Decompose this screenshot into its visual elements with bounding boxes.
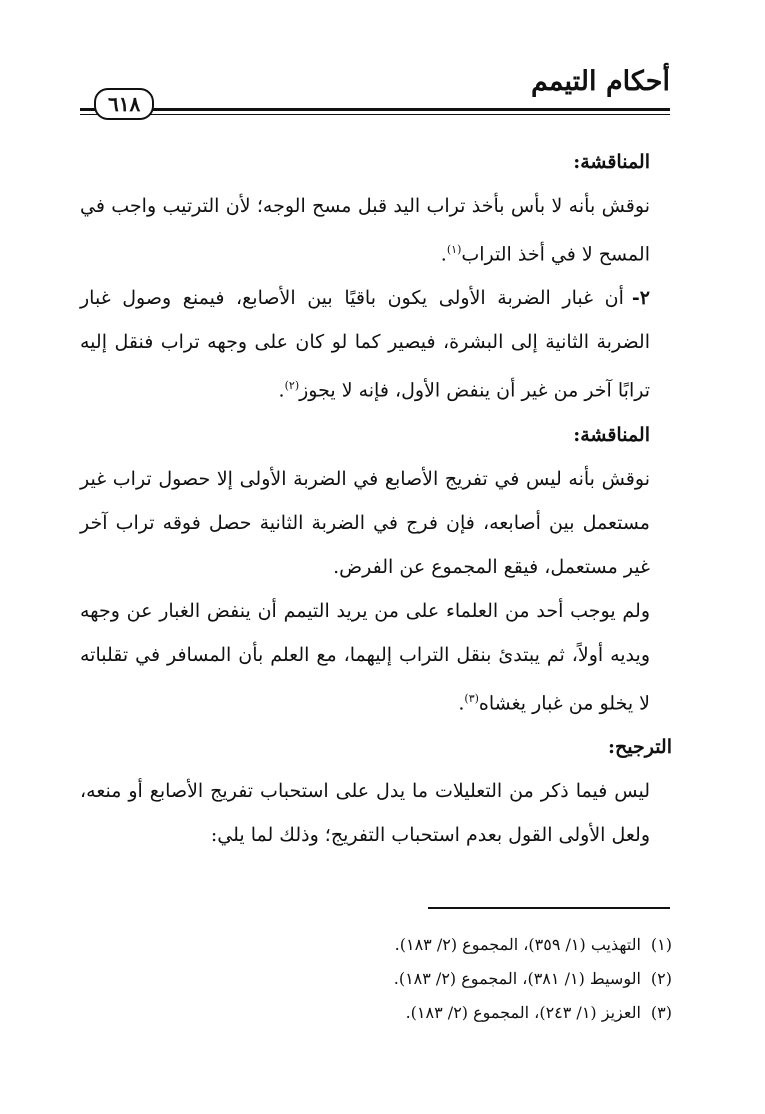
page-header <box>80 66 670 118</box>
running-title: أحكام التيمم <box>530 66 670 97</box>
footnote-text: التهذيب (١/ ٣٥٩)، المجموع (٢/ ١٨٣). <box>394 935 641 954</box>
page-number: ٦١٨ <box>94 88 154 120</box>
footnote-number: (٢) <box>650 969 672 988</box>
header-rule <box>80 108 670 111</box>
paragraph-3 <box>80 589 672 725</box>
paragraph-3-end: . <box>458 691 465 714</box>
header-rule-thin <box>80 114 670 115</box>
section-heading-discussion-1: المناقشة: <box>573 151 650 173</box>
footnote-number: (٣) <box>650 1003 672 1022</box>
footnote <box>80 928 672 962</box>
footnote-ref-1: (١) <box>446 243 462 256</box>
footnote <box>80 996 672 1030</box>
footnote-number: (١) <box>650 935 672 954</box>
list-item-2-end: . <box>278 379 285 402</box>
paragraph-4: ليس فيما ذكر من التعليلات ما يدل على استحباب تفريج الأصابع أو منعه، ولعل الأولى القول بعدم استحباب التفريج؛ وذلك لما يلي: <box>80 779 650 846</box>
section-heading-preference: الترجيح: <box>607 735 672 758</box>
list-item-2 <box>80 276 672 412</box>
footnote <box>80 962 672 996</box>
footnotes <box>80 928 672 1030</box>
section-heading-discussion-2: المناقشة: <box>573 423 650 446</box>
footnote-ref-2: (٢) <box>284 379 300 393</box>
list-item-2-text: أن غبار الضربة الأولى يكون باقيًا بين الأصابع، فيمنع وصول غبار الضربة الثانية إلى البشرة، فيصير كما لو كان على وجهه تراب فنقل إليه ترابًا آخر من غير أن ينفض الأول، فإنه لا يجوز <box>80 287 650 402</box>
footnote-text: الوسيط (١/ ٣٨١)، المجموع (٢/ ١٨٣). <box>393 969 641 988</box>
footnote-ref-3: (٣) <box>464 691 479 705</box>
footnote-separator <box>428 907 670 909</box>
list-item-number: ٢- <box>631 287 650 310</box>
body-text <box>80 140 672 857</box>
paragraph-2: نوقش بأنه ليس في تفريج الأصابع في الضربة الأولى إلا حصول تراب غير مستعمل بين أصابعه، فإن فرج في الضربة الثانية حصل فوقه تراب آخر غير مستعمل، فيقع المجموع عن الفرض. <box>80 467 650 578</box>
paragraph-1 <box>80 184 672 276</box>
footnote-text: العزيز (١/ ٢٤٣)، المجموع (٢/ ١٨٣). <box>405 1003 641 1022</box>
paragraph-3-text: ولم يوجب أحد من العلماء على من يريد التيمم أن ينفض الغبار عن وجهه ويديه أولاً، ثم يبتدئ بنقل التراب إليهما، مع العلم بأن المسافر في تقلباته لا يخلو من غبار يغشاه <box>80 599 650 714</box>
paragraph-1-text: نوقش بأنه لا بأس بأخذ تراب اليد قبل مسح الوجه؛ لأن الترتيب واجب في المسح لا في أخذ التراب <box>80 195 650 266</box>
paragraph-1-end: . <box>440 243 447 266</box>
